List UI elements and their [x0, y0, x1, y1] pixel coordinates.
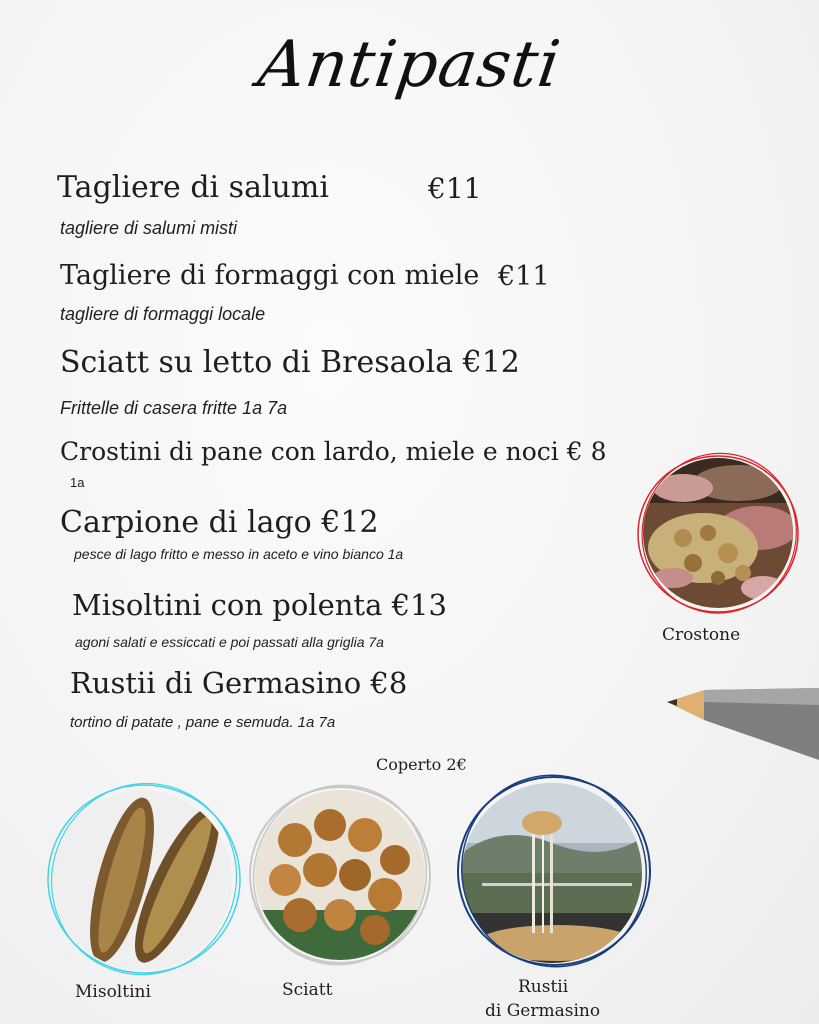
item-desc-misoltini: agoni salati e essiccati e poi passati alla griglia 7a [75, 634, 384, 650]
item-name-carpione: Carpione di lago €12 [60, 505, 379, 540]
item-name-tagliere-salumi: Tagliere di salumi [57, 170, 329, 205]
menu-title: Antipasti [253, 28, 566, 102]
item-name-sciatt: Sciatt su letto di Bresaola €12 [60, 345, 520, 380]
item-price-tagliere-formaggi: €11 [498, 261, 550, 292]
sciatt-photo [255, 790, 425, 960]
misoltini-caption: Misoltini [75, 982, 151, 1002]
coperto-text: Coperto 2€ [376, 755, 467, 774]
rustii-caption-line1: Rustii [518, 977, 569, 997]
item-allergen-crostini: 1a [70, 475, 85, 490]
crostone-caption: Crostone [662, 625, 741, 645]
rustii-photo [462, 783, 642, 963]
item-desc-carpione: pesce di lago fritto e messo in aceto e vino bianco 1a [74, 546, 404, 562]
sciatt-caption: Sciatt [282, 980, 333, 1000]
pencil-illustration [659, 660, 819, 760]
item-desc-tagliere-formaggi: tagliere di formaggi locale [60, 304, 266, 324]
item-desc-tagliere-salumi: tagliere di salumi misti [60, 218, 238, 238]
item-desc-rustii: tortino di patate , pane e semuda. 1a 7a [70, 714, 336, 731]
item-name-rustii: Rustii di Germasino €8 [70, 666, 408, 700]
rustii-caption-line2: di Germasino [485, 1001, 601, 1021]
item-name-tagliere-formaggi: Tagliere di formaggi con miele [60, 260, 480, 291]
item-name-misoltini: Misoltini con polenta €13 [72, 588, 447, 622]
item-name-crostini: Crostini di pane con lardo, miele e noci € 8 [60, 437, 607, 466]
misoltini-photo [52, 790, 232, 970]
item-price-tagliere-salumi: €11 [428, 172, 482, 205]
crostone-photo [643, 458, 793, 608]
item-desc-sciatt: Frittelle di casera fritte 1a 7a [60, 398, 288, 418]
